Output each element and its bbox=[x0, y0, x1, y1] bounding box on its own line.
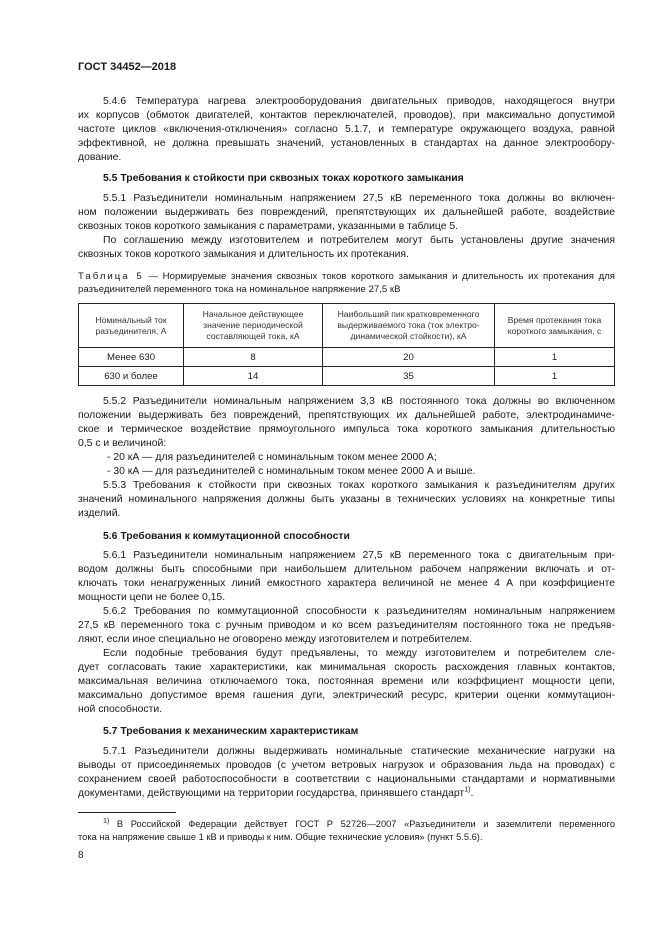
paragraph-5-6: 5.6.1 Разъединители номинальным напряжением 27,5 кВ переменного тока с двигательным при- водом должны быть способными при наибольшем длительном рабочем напряжении включать и от- ключать токи ненагруженных линий емкостного характера величиной не менее 4 А при коэффициенте мощности цепи не более 0,15. 5.6.2 Требования по коммутационной способности к разъединителям номинальным напряжением 27,5 кВ переменного тока с ручным приводом и ко всем разъединителям постоянного тока не предъяв- ляют, если иное специально не оговорено между изготовителем и потребителем. Если подобные требования будут предъявлены, то между изготовителем и потребителем сле- дует согласовать такие характеристики, как минимальная скорость расхождения главных контактов, максимальная величина отключаемого тока, постоянная времени или коэффициент мощности цепи, максимально допустимое время гашения дуги, электрический ресурс, критерии оценки коммутацион- ной способности. bbox=[78, 550, 615, 715]
list-item: - 30 кА — для разъединителей с номинальным током менее 2000 А и выше. bbox=[107, 466, 476, 477]
paragraph-5-7-1: 5.7.1 Разъединители должны выдерживать номинальные статические механические нагрузки на выводы от присоединяемых проводов (с учетом ветровых нагрузок и образования льда на проводах) с сохранением своей работоспособности в соответствии с национальными стандартами и нормативными документами, действующими на территории государства, принявшего стандарт$^{1)}$. bbox=[78, 746, 615, 799]
table-header-row: Номинальный ток разъединителя, А Начальное действующее значение периодической составляющей тока, кА Наибольший пик кратковременного выдерживаемого тока (ток электро-динамической стойкости), кА Время протекания тока короткого замыкания, с bbox=[79, 304, 615, 348]
table-row: 630 и более 14 35 1 bbox=[79, 367, 615, 386]
heading-5-7: 5.7 Требования к механическим характеристикам bbox=[103, 726, 359, 737]
heading-5-6: 5.6 Требования к коммутационной способности bbox=[103, 531, 350, 542]
document-header: ГОСТ 34452—2018 bbox=[78, 61, 177, 73]
table-caption: Таблица 5 — Нормируемые значения сквозных токов короткого замыкания и длительность их протекания для разъединителей переменного тока на номинальное напряжение 27,5 кВ bbox=[78, 271, 615, 295]
heading-5-5: 5.5 Требования к стойкости при сквозных токах короткого замыкания bbox=[103, 173, 464, 184]
footnote: $^{1)}$ В Российской Федерации действует ГОСТ Р 52726—2007 «Разъединители и заземлители переменного тока на напряжение свыше 1 кВ и приводы к ним. Общие технические условия» (пункт 5.5.6). bbox=[78, 817, 615, 842]
paragraph-5-5-1: 5.5.1 Разъединители номинальным напряжением 27,5 кВ переменного тока должны во включен- ном положении выдерживать без повреждений, препятствующих их дальнейшей работе, воздействие сквозных токов короткого замыкания с параметрами, указанными в таблице 5. По соглашению между изготовителем и потребителем могут быть установлены другие значения сквозных токов короткого замыкания и длительность их протекания. bbox=[78, 193, 615, 260]
paragraph-5-5-2: 5.5.2 Разъединители номинальным напряжением 3,3 кВ постоянного тока должны во включенном положении выдерживать без повреждений, препятствующих их дальнейшей работе, электродинамиче- ское и термическое воздействие прямоугольного импульса тока короткого замыкания длительностью 0,5 с и величиной: - 20 кА — для разъединителей с номинальным током менее 2000 А; - 30 кА — для разъединителей с номинальным током менее 2000 А и выше. 5.5.3 Требования к стойкости при сквозных токах короткого замыкания к разъединителям других значений номинального напряжения должны быть указаны в технических условиях на конкретные типы изделий. bbox=[78, 396, 615, 519]
footnote-ref[interactable]: 1) bbox=[464, 786, 471, 794]
list-item: - 20 кА — для разъединителей с номинальным током менее 2000 А; bbox=[107, 452, 437, 463]
footnote-divider bbox=[78, 812, 176, 813]
page-number: 8 bbox=[78, 850, 84, 861]
table-row: Менее 630 8 20 1 bbox=[79, 348, 615, 367]
table-5 bbox=[78, 303, 615, 386]
paragraph-5-4-6: 5.4.6 Температура нагрева электрооборудования двигательных приводов, находящегося внутри их корпусов (обмоток двигателей, контактов переключателей, проводов), при максимально допустимой частоте циклов «включения-отключения» согласно 5.1.7, и температуре окружающего воздуха, равной эффективной, не должна превышать значений, установленных в стандартах на данное электрообору- дование. bbox=[78, 96, 615, 163]
